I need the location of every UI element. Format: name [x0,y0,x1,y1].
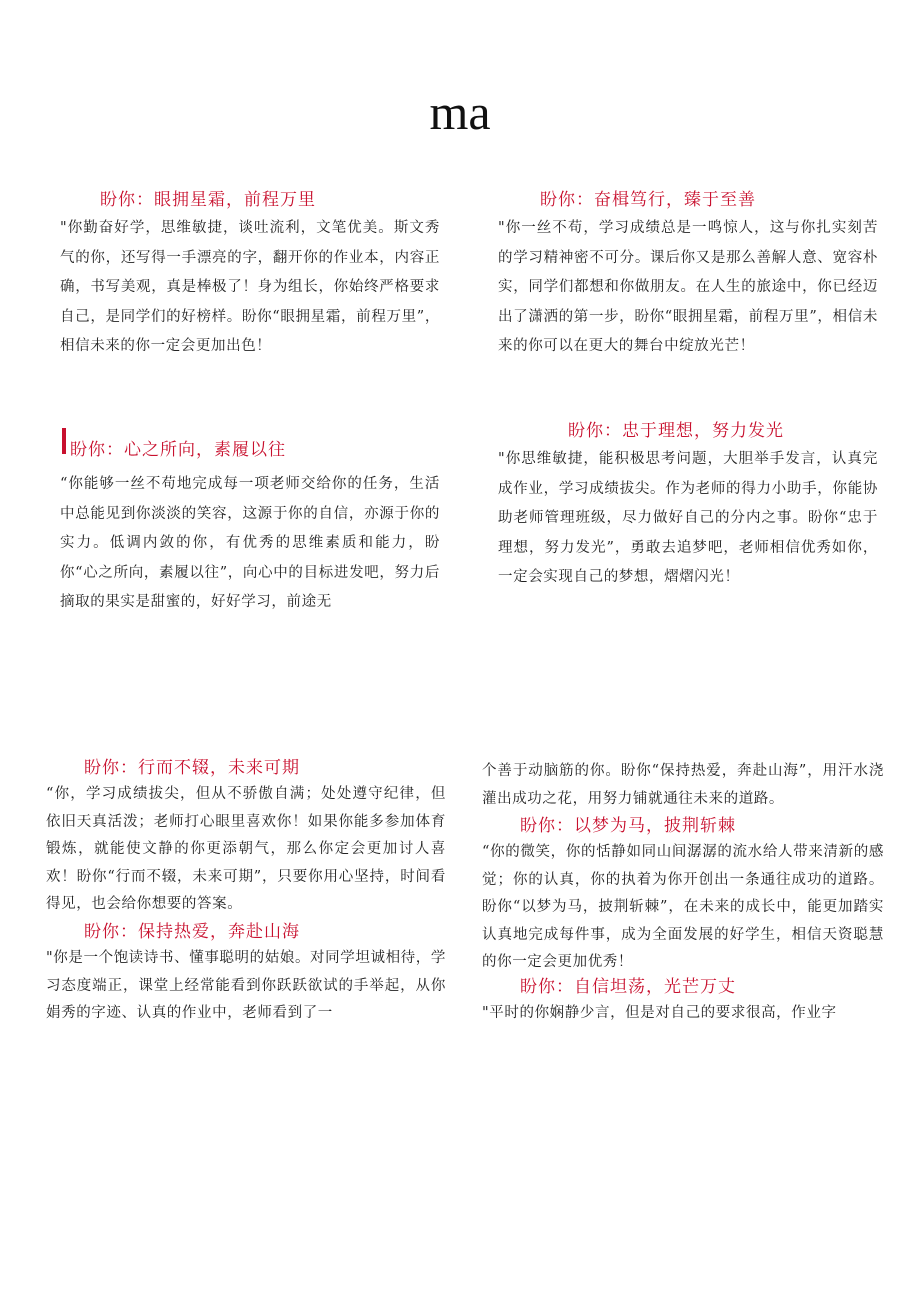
card-heading: 盼你：保持热爱，奔赴山海 [84,922,300,942]
card-body: "你思维敏捷，能积极思考问题，大胆举手发言，认真完成作业，学习成绩拔尖。作为老师的得力小助手，你能协助老师管理班级，尽力做好自己的分内之事。盼你“忠于理想，努力发光”，勇敢去追梦吧，老师相信优秀如你，一定会实现自己的梦想，熠熠闪光！ [498,451,878,586]
comment-card-7 [482,758,884,977]
card-body-continuation: 个善于动脑筋的你。盼你“保持热爱，奔赴山海”，用汗水浇灌出成功之花，用努力铺就通往未来的道路。 [482,763,884,807]
card-heading: 盼你：眼拥星霜，前程万里 [100,190,316,210]
card-heading: 盼你：忠于理想，努力发光 [568,421,784,441]
comment-card-1 [60,186,440,362]
comment-card-8 [482,974,884,1028]
card-heading: 盼你：自信坦荡，光芒万丈 [520,977,736,997]
card-body: "你勤奋好学，思维敏捷，谈吐流利，文笔优美。斯文秀气的你，还写得一手漂亮的字，翻开你的作业本，内容正确，书写美观，真是棒极了！身为组长，你始终严格要求自己，是同学们的好榜样。盼你“眼拥星霜，前程万里”，相信未来的你一定会更加出色！ [60,220,440,355]
card-body: “你，学习成绩拔尖，但从不骄傲自满；处处遵守纪律，但依旧天真活泼；老师打心眼里喜欢你！如果你能多参加体育锻炼，就能使文静的你更添朝气，那么你定会更加讨人喜欢！盼你“行而不辍，未来可期”，只要你用心坚持，时间看得见，也会给你想要的答案。 [46,786,446,912]
comment-card-5 [46,755,446,919]
card-heading: 盼你：心之所向，素履以往 [70,440,286,460]
card-body: "平时的你娴静少言，但是对自己的要求很高，作业字 [482,1005,837,1021]
card-body: “你能够一丝不苟地完成每一项老师交给你的任务，生活中总能见到你淡淡的笑容，这源于你的自信，亦源于你的实力。低调内敛的你，有优秀的思维素质和能力，盼你“心之所向，素履以往”，向心中的目标进发吧，努力后摘取的果实是甜蜜的，好好学习，前途无 [60,476,440,611]
comment-card-2 [498,186,878,362]
page-title: ma [429,84,491,140]
card-heading: 盼你：奋楫笃行，臻于至善 [540,190,756,210]
card-heading: 盼你：以梦为马，披荆斩棘 [520,816,736,836]
card-body: “你的微笑，你的恬静如同山间潺潺的流水给人带来清新的感觉；你的认真，你的执着为你开创出一条通往成功的道路。盼你“以梦为马，披荆斩棘”，在未来的成长中，能更加踏实认真地完成每件事，成为全面发展的好学生，相信天资聪慧的你一定会更加优秀！ [482,844,884,970]
comment-card-4 [498,417,878,593]
card-body: "你一丝不苟，学习成绩总是一鸣惊人，这与你扎实刻苦的学习精神密不可分。课后你又是那么善解人意、宽容朴实，同学们都想和你做朋友。在人生的旅途中，你已经迈出了潇洒的第一步，盼你“眼拥星霜，前程万里”，相信未来的你可以在更大的舞台中绽放光芒！ [498,220,878,355]
comment-card-6 [46,919,446,1028]
comment-card-3 [60,436,440,618]
card-body: "你是一个饱读诗书、懂事聪明的姑娘。对同学坦诚相待，学习态度端正，课堂上经常能看到你跃跃欲试的手举起，从你娟秀的字迹、认真的作业中，老师看到了一 [46,950,446,1021]
card-heading: 盼你：行而不辍，未来可期 [84,758,300,778]
